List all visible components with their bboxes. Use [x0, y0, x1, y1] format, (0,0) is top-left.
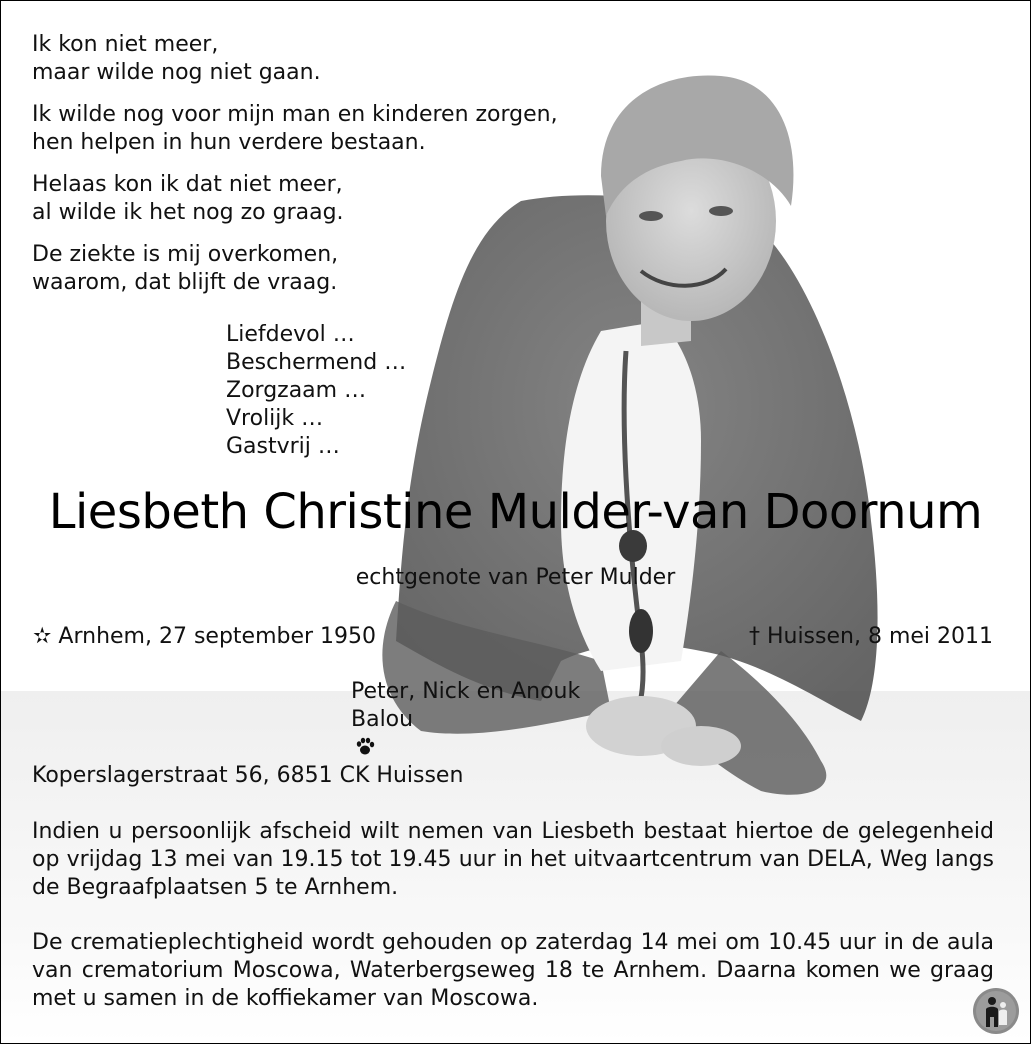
poem-line: Ik wilde nog voor mijn man en kinderen zorgen, [32, 102, 558, 127]
deceased-name: Liesbeth Christine Mulder-van Doornum [48, 484, 983, 540]
poem-stanza [32, 171, 558, 227]
poem-stanza [32, 31, 558, 87]
trait: Zorgzaam … [226, 378, 367, 403]
paw-print-icon [355, 736, 375, 756]
traits-list [226, 321, 406, 461]
trait: Liefdevol … [226, 322, 355, 347]
poem-line: al wilde ik het nog zo graag. [32, 200, 344, 225]
cremation-paragraph: De crematieplechtigheid wordt gehouden op zaterdag 14 mei om 10.45 uur in de aula van crematorium Moscowa, Waterbergseweg 18 te Arnhem. Daarna komen we graag met u samen in de koffiekamer van Moscowa. [32, 930, 994, 1011]
poem-line: De ziekte is mij overkomen, [32, 242, 339, 267]
death-line: † Huissen, 8 mei 2011 [748, 624, 993, 649]
poem-stanza [32, 241, 558, 297]
survivor-line-pet [351, 706, 580, 762]
home-address: Koperslagerstraat 56, 6851 CK Huissen [32, 763, 464, 788]
funeral-service-logo-icon [972, 987, 1020, 1035]
poem-line: maar wilde nog niet gaan. [32, 60, 321, 85]
survivor-pet-name: Balou [351, 707, 414, 732]
trait: Vrolijk … [226, 406, 324, 431]
birth-line: ✫ Arnhem, 27 september 1950 [33, 624, 377, 649]
survivors [351, 678, 580, 762]
poem-line: waarom, dat blijft de vraag. [32, 270, 338, 295]
survivor-line: Peter, Nick en Anouk [351, 679, 581, 704]
poem-stanza [32, 101, 558, 157]
spouse-line: echtgenote van Peter Mulder [355, 565, 676, 590]
poem-line: Helaas kon ik dat niet meer, [32, 172, 343, 197]
trait: Gastvrij … [226, 434, 340, 459]
poem-line: Ik kon niet meer, [32, 32, 219, 57]
poem-line: hen helpen in hun verdere bestaan. [32, 130, 426, 155]
trait: Beschermend … [226, 350, 407, 375]
poem [32, 31, 558, 311]
farewell-paragraph: Indien u persoonlijk afscheid wilt nemen van Liesbeth bestaat hiertoe de gelegenheid op vrijdag 13 mei van 19.15 tot 19.45 uur in het uitvaartcentrum van DELA, Weg langs de Begraafplaatsen 5 te Arnhem. [32, 819, 994, 900]
